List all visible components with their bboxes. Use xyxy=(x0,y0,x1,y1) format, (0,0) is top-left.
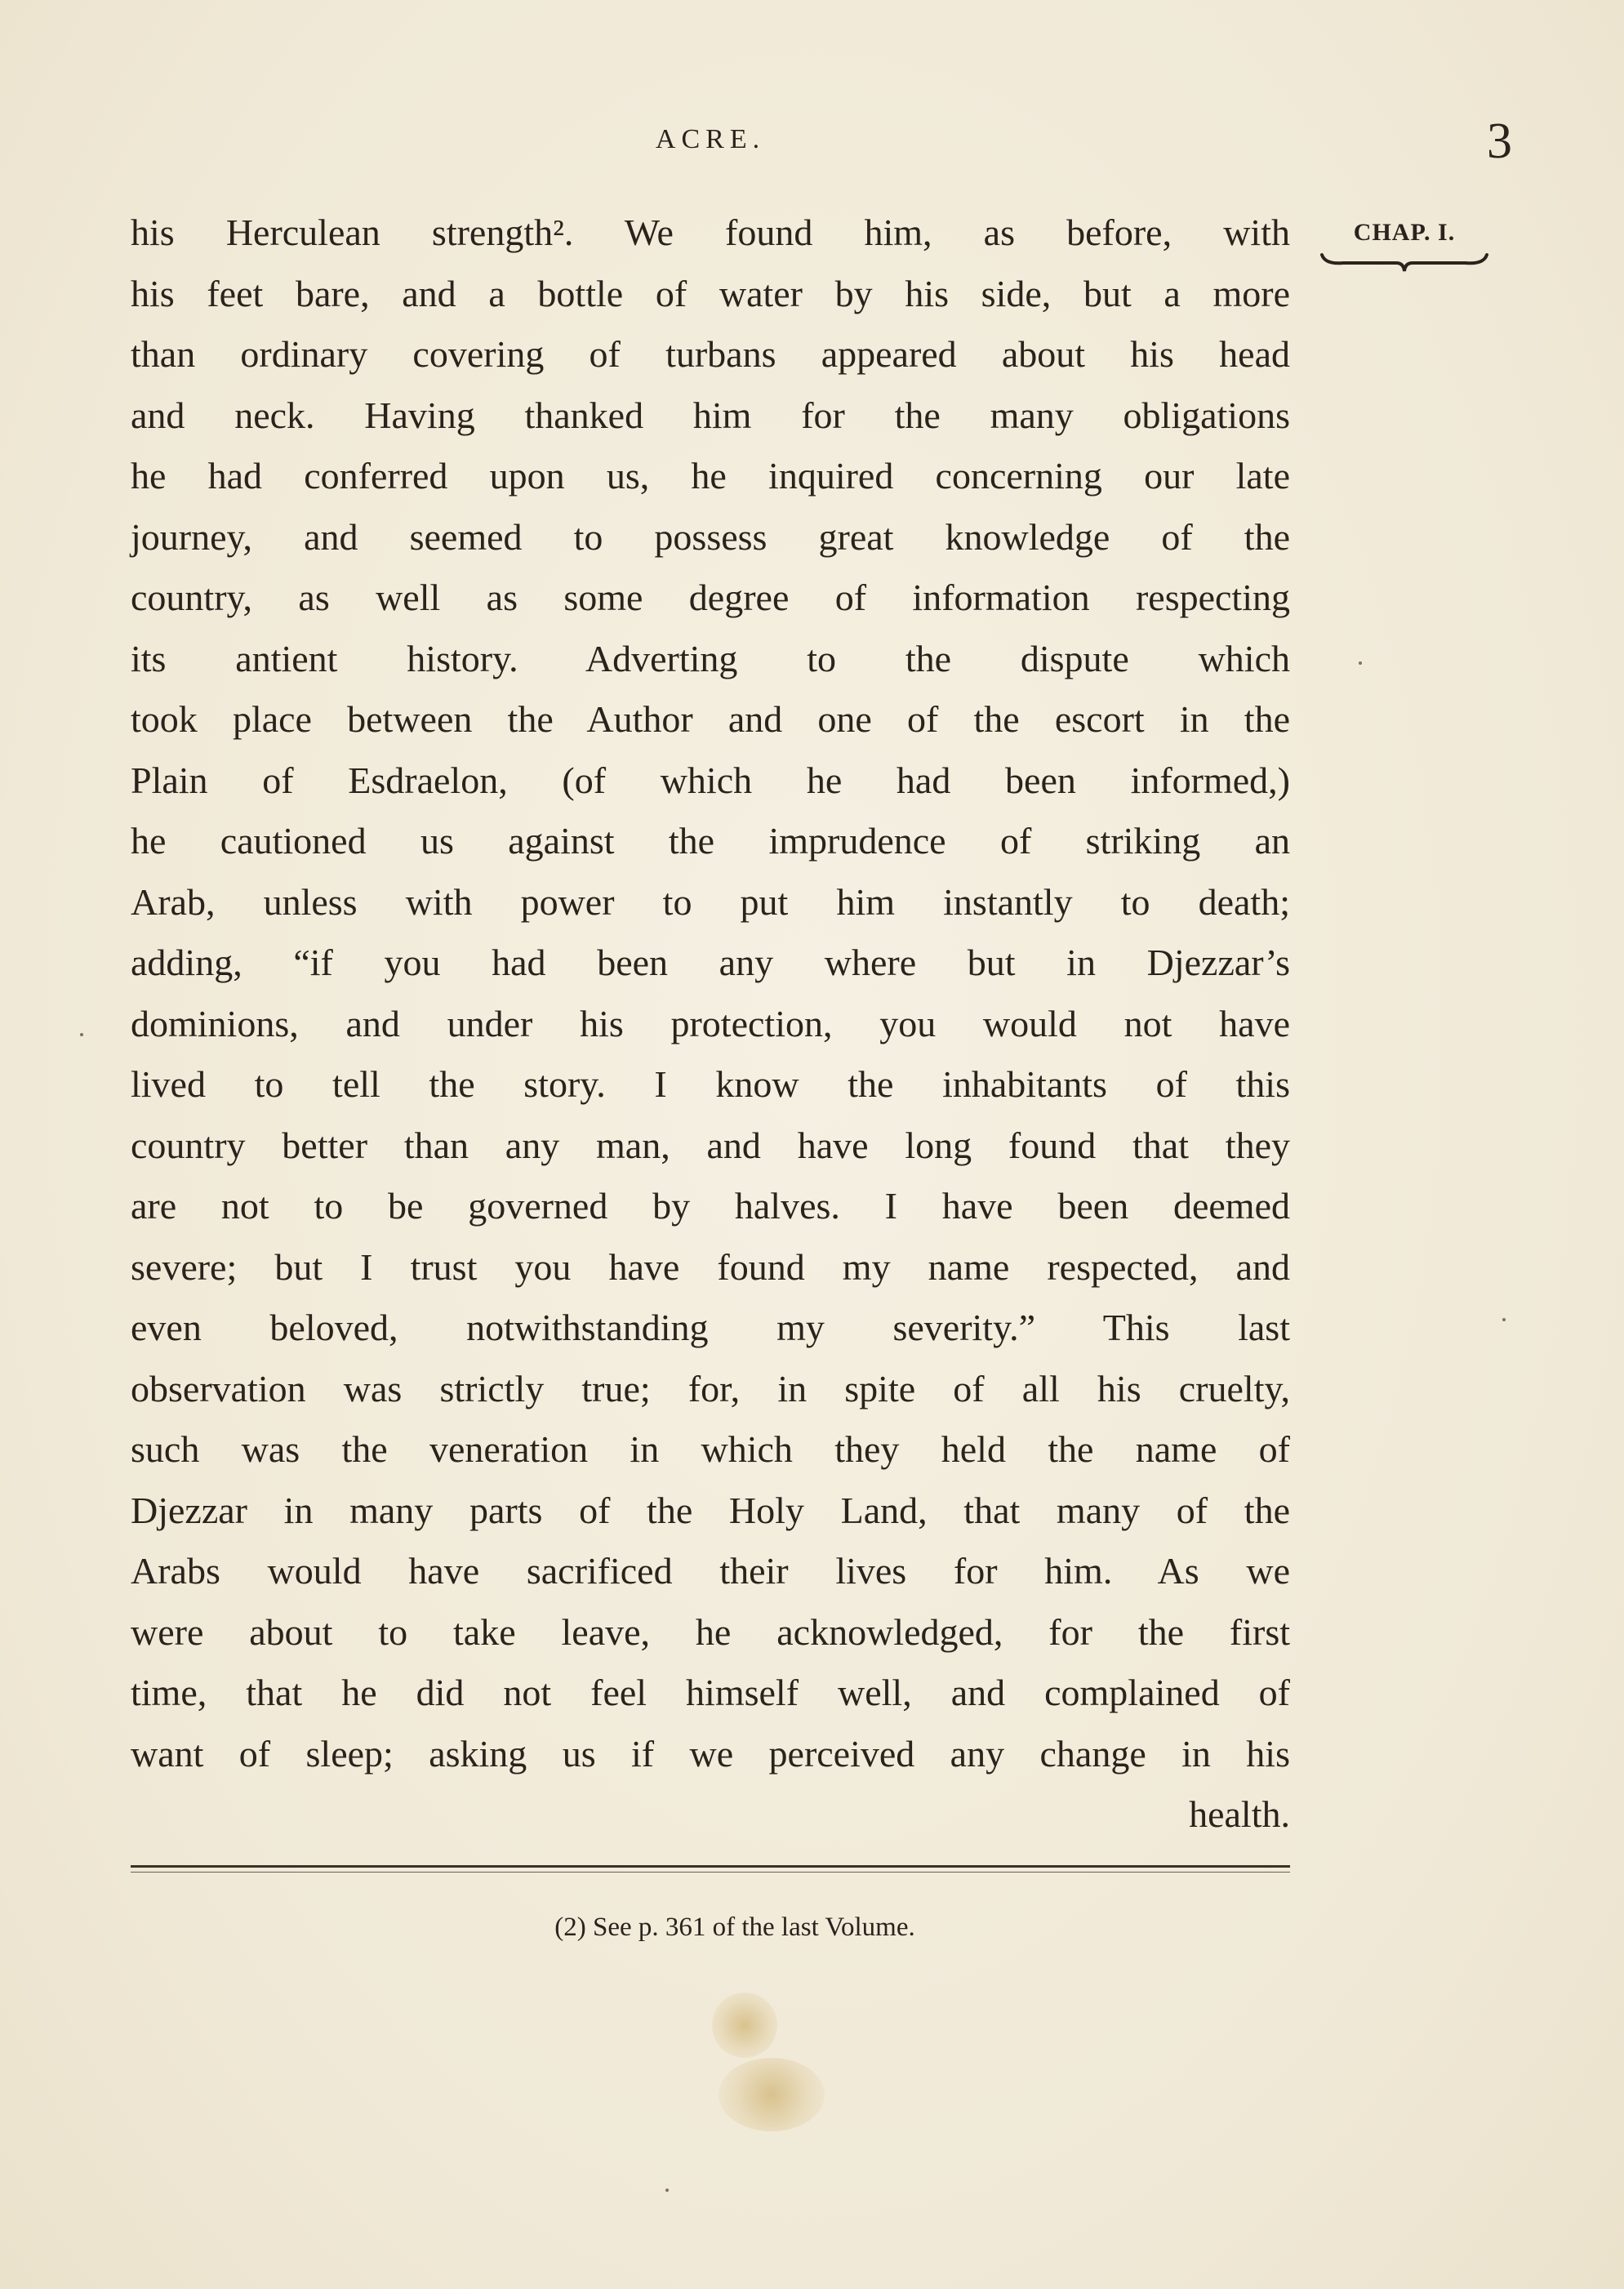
body-text xyxy=(131,203,1290,1846)
text-line: took place between the Author and one of the escort in the xyxy=(131,698,1290,740)
text-line: Plain of Esdraelon, (of which he had been informed,) xyxy=(131,759,1290,801)
text-line: Djezzar in many parts of the Holy Land, that many of the xyxy=(131,1489,1290,1531)
paper-speck xyxy=(1359,661,1362,665)
foxing-stain xyxy=(719,2058,825,2131)
brace-ornament xyxy=(1319,250,1490,278)
footnote-rule-thin xyxy=(131,1872,1290,1873)
text-line: journey, and seemed to possess great knowledge of the xyxy=(131,515,1290,558)
text-line: and neck. Having thanked him for the many obligations xyxy=(131,394,1290,436)
text-line: were about to take leave, he acknowledged, for the first xyxy=(131,1610,1290,1653)
text-line: such was the veneration in which they held the name of xyxy=(131,1428,1290,1470)
text-line: country, as well as some degree of information respecting xyxy=(131,577,1290,618)
footnote-rule xyxy=(131,1865,1290,1868)
text-line: its antient history. Adverting to the dispute which xyxy=(131,637,1290,679)
text-line: want of sleep; asking us if we perceived any change in his xyxy=(131,1732,1290,1775)
paper-speck xyxy=(665,2189,669,2192)
foxing-stain xyxy=(712,1993,777,2058)
paper-speck xyxy=(80,1033,83,1036)
running-head: ACRE. xyxy=(655,124,766,154)
text-line: dominions, and under his protection, you would not have xyxy=(131,1002,1290,1044)
text-line: country better than any man, and have long found that they xyxy=(131,1124,1290,1166)
text-line: Arabs would have sacrificed their lives for him. As we xyxy=(131,1550,1290,1592)
footnote: (2) See p. 361 of the last Volume. xyxy=(554,1913,915,1942)
text-line: are not to be governed by halves. I have been deemed xyxy=(131,1185,1290,1227)
text-line: he had conferred upon us, he inquired concerning our late xyxy=(131,455,1290,497)
text-line: severe; but I trust you have found my name respected, and xyxy=(131,1245,1290,1288)
page-number: 3 xyxy=(1487,114,1512,169)
chapter-margin-note: CHAP. I. xyxy=(1353,219,1456,246)
text-line: lived to tell the story. I know the inhabitants of this xyxy=(131,1063,1290,1105)
text-line: time, that he did not feel himself well, and complained of xyxy=(131,1672,1290,1713)
text-line: even beloved, notwithstanding my severity.” This last xyxy=(131,1307,1290,1348)
text-line-final: health. xyxy=(1189,1793,1290,1835)
text-line: he cautioned us against the imprudence of striking an xyxy=(131,820,1290,862)
text-line: observation was strictly true; for, in spite of all his cruelty, xyxy=(131,1367,1290,1409)
text-line: his Herculean strength². We found him, as before, with xyxy=(131,212,1290,253)
text-line: Arab, unless with power to put him instantly to death; xyxy=(131,880,1290,923)
text-line: than ordinary covering of turbans appeared about his head xyxy=(131,333,1290,375)
text-line: his feet bare, and a bottle of water by his side, but a more xyxy=(131,272,1290,314)
text-line: adding, “if you had been any where but in Djezzar’s xyxy=(131,942,1290,983)
paper-speck xyxy=(1502,1318,1506,1321)
